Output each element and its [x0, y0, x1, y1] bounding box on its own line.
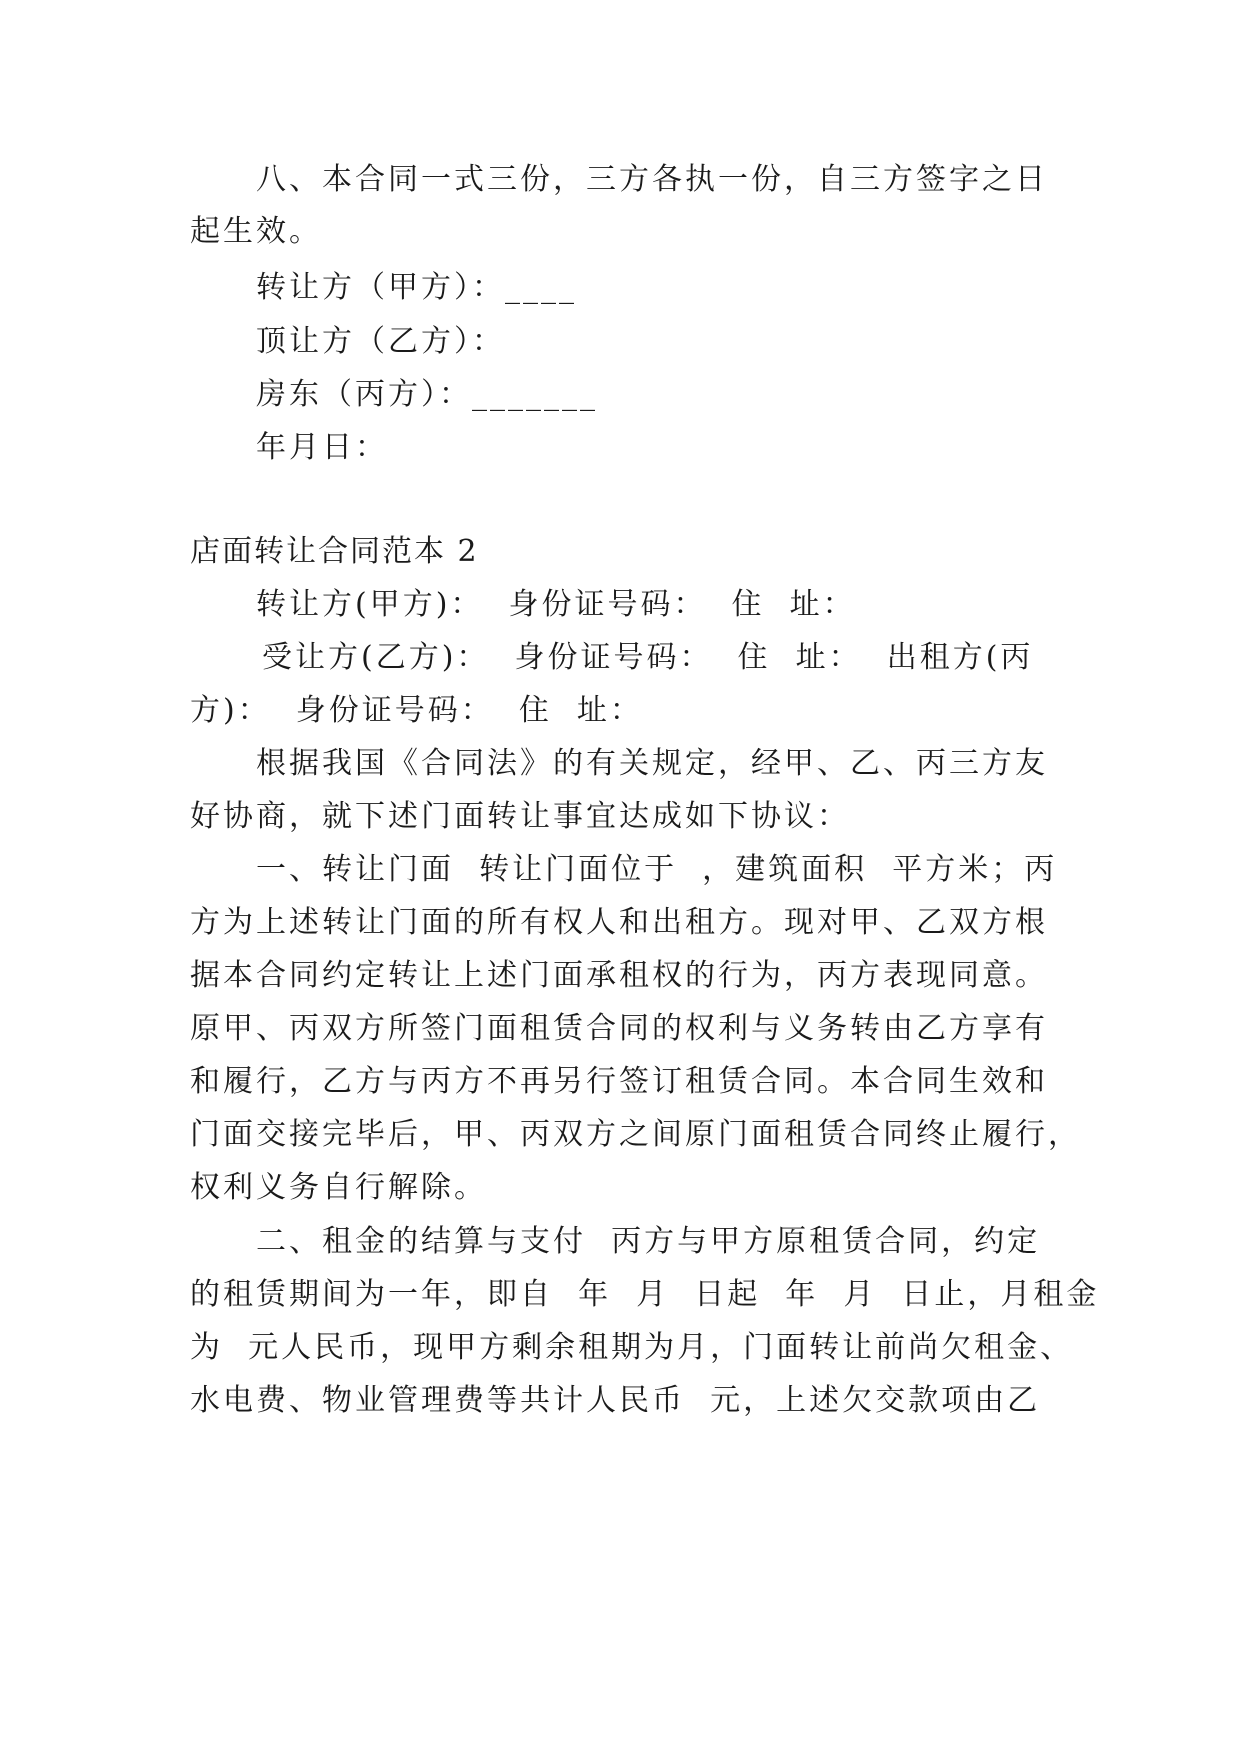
- party-transferor: 转让方(甲方)： 身份证号码： 住 址：: [256, 587, 856, 622]
- clause-8-line-1: 八、本合同一式三份，三方各执一份，自三方签字之日: [256, 162, 1048, 197]
- section-heading: 店面转让合同范本 2: [190, 534, 479, 569]
- party-lessor: 方)： 身份证号码： 住 址：: [190, 693, 643, 728]
- clause-1-line-6: 门面交接完毕后，甲、丙双方之间原门面租赁合同终止履行，: [190, 1117, 1081, 1152]
- signature-landlord: 房东（丙方）：_______: [256, 377, 598, 412]
- signature-date: 年月日：: [256, 430, 388, 465]
- clause-1-line-2: 方为上述转让门面的所有权人和出租方。现对甲、乙双方根: [190, 905, 1048, 940]
- signature-transferor: 转让方（甲方）：____: [256, 270, 577, 305]
- clause-2-line-3: 为 元人民币，现甲方剩余租期为月，门面转让前尚欠租金、: [190, 1330, 1074, 1365]
- clause-2-line-4: 水电费、物业管理费等共计人民币 元，上述欠交款项由乙: [190, 1383, 1041, 1418]
- clause-2-line-2: 的租赁期间为一年，即自 年 月 日起 年 月 日止，月租金: [190, 1277, 1100, 1312]
- signature-transferee: 顶让方（乙方）：: [256, 324, 505, 359]
- clause-1-line-3: 据本合同约定转让上述门面承租权的行为，丙方表现同意。: [190, 958, 1048, 993]
- clause-1-line-5: 和履行，乙方与丙方不再另行签订租赁合同。本合同生效和: [190, 1064, 1048, 1099]
- preamble-line-1: 根据我国《合同法》的有关规定，经甲、乙、丙三方友: [256, 746, 1048, 781]
- clause-8-line-2: 起生效。: [190, 214, 322, 249]
- clause-2-line-1: 二、租金的结算与支付 丙方与甲方原租赁合同，约定: [256, 1224, 1041, 1259]
- clause-1-line-4: 原甲、丙双方所签门面租赁合同的权利与义务转由乙方享有: [190, 1011, 1048, 1046]
- clause-1-line-1: 一、转让门面 转让门面位于 ，建筑面积 平方米；丙: [256, 852, 1058, 887]
- clause-1-line-7: 权利义务自行解除。: [190, 1170, 487, 1205]
- preamble-line-2: 好协商，就下述门面转让事宜达成如下协议：: [190, 799, 850, 834]
- party-transferee: 受让方(乙方)： 身份证号码： 住 址： 出租方(丙: [262, 640, 1034, 675]
